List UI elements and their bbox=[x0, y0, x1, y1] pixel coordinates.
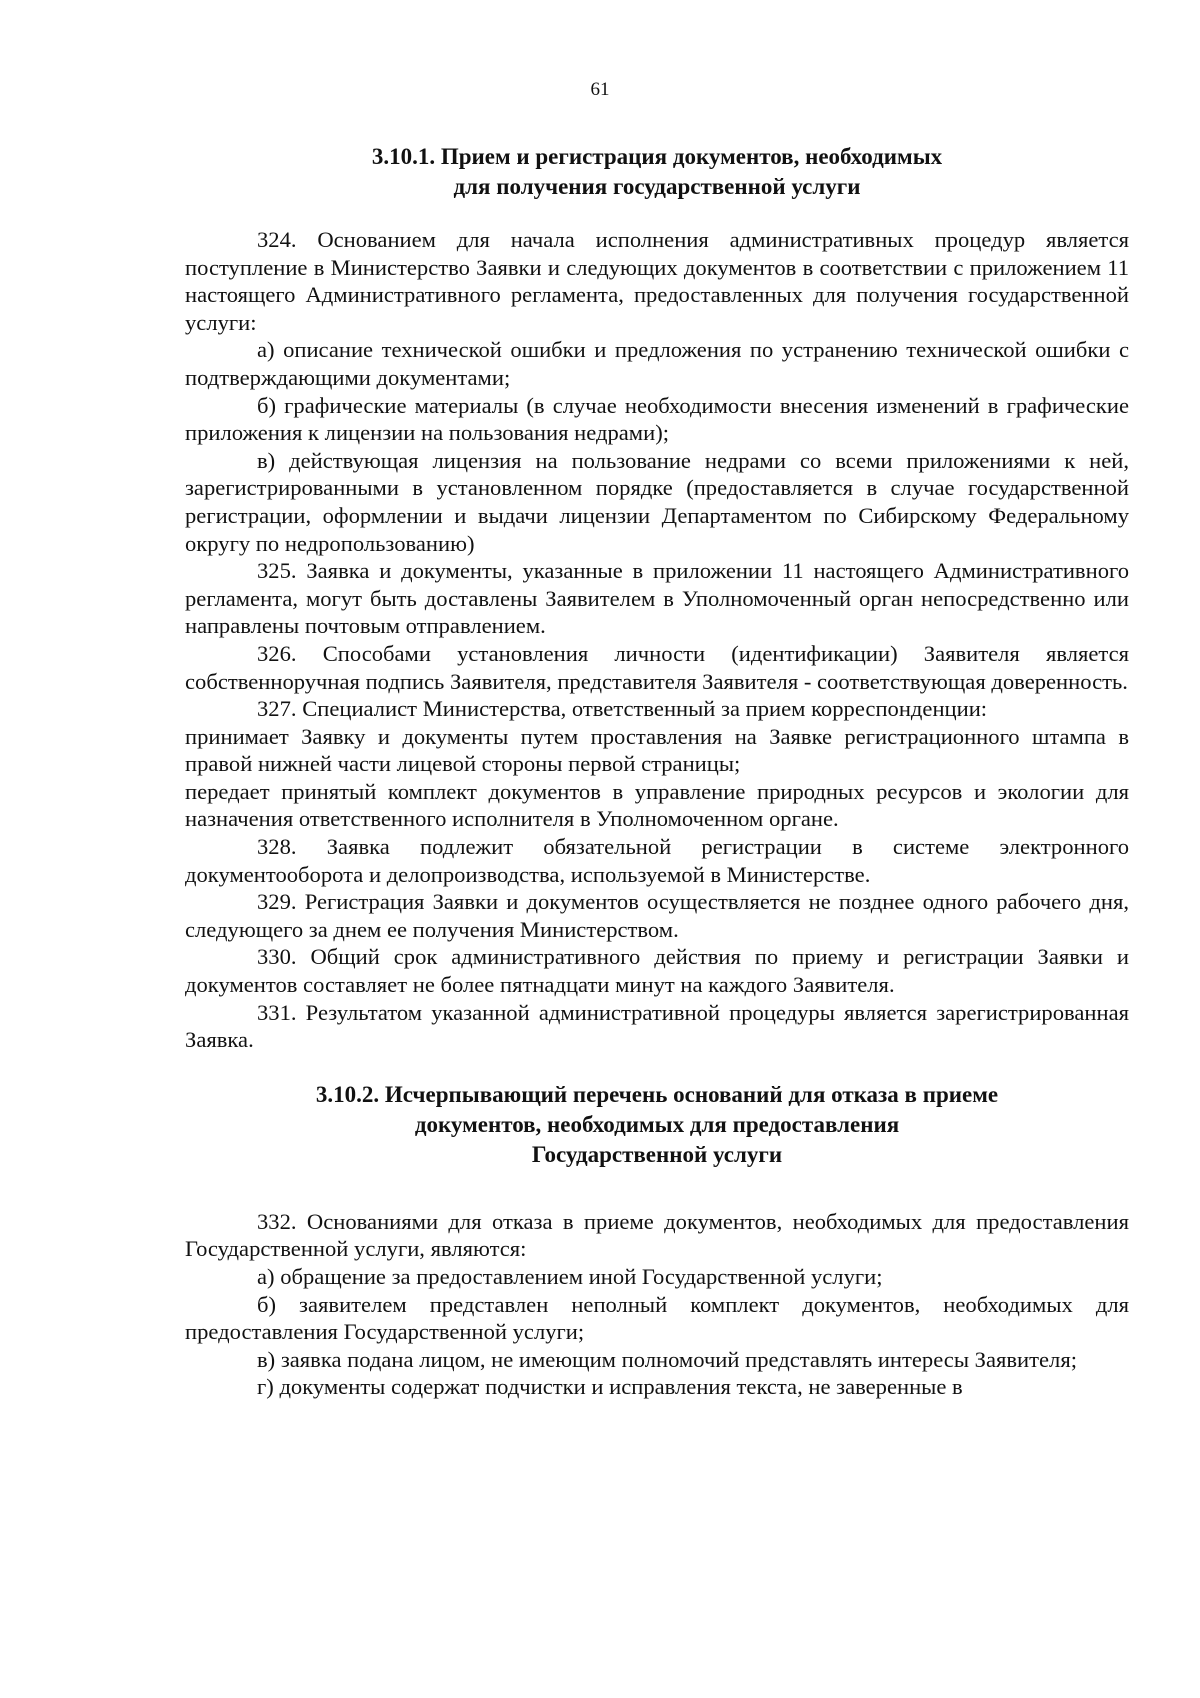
paragraph-325: 325. Заявка и документы, указанные в приложении 11 настоящего Административного регламента, могут быть доставлены Заявителем в Уполномоченный орган непосредственно или направлены почтовым отправлением. bbox=[185, 558, 1129, 639]
list-item-a: а) описание технической ошибки и предложения по устранению технической ошибки с подтверждающими документами; bbox=[185, 337, 1129, 390]
heading-line: документов, необходимых для предоставления bbox=[414, 1111, 900, 1137]
paragraph-324: 324. Основанием для начала исполнения административных процедур является поступление в Министерство Заявки и следующих документов в соответствии с приложением 11 настоящего Административного регламента, предоставленных для получения государственной услуги: bbox=[185, 227, 1129, 335]
paragraph-330: 330. Общий срок административного действия по приему и регистрации Заявки и документов составляет не более пятнадцати минут на каждого Заявителя. bbox=[185, 944, 1129, 998]
heading-line: Государственной услуги bbox=[531, 1141, 783, 1167]
list-item-b: б) заявителем представлен неполный комплект документов, необходимых для предоставления Государственной услуги; bbox=[185, 1291, 1129, 1345]
list-item-b: б) графические материалы (в случае необходимости внесения изменений в графические приложения к лицензии на пользования недрами); bbox=[185, 392, 1129, 446]
heading-line: 3.10.1. Прием и регистрация документов, необходимых bbox=[371, 144, 943, 169]
paragraph-331: 331. Результатом указанной административной процедуры является зарегистрированная Заявка. bbox=[185, 999, 1129, 1053]
heading-line: для получения государственной услуги bbox=[453, 174, 861, 199]
paragraph-332: 332. Основаниями для отказа в приеме документов, необходимых для предоставления Государственной услуги, являются: bbox=[185, 1208, 1129, 1262]
list-item-g: г) документы содержат подчистки и исправления текста, не заверенные в bbox=[257, 1374, 963, 1400]
page-number: 61 bbox=[590, 79, 610, 100]
paragraph-327-item: принимает Заявку и документы путем проставления на Заявке регистрационного штампа в правой нижней части лицевой стороны первой страницы; bbox=[185, 723, 1129, 777]
paragraph-327: 327. Специалист Министерства, ответственный за прием корреспонденции: bbox=[257, 696, 988, 722]
document-body bbox=[185, 142, 1129, 1401]
paragraph-326: 326. Способами установления личности (идентификации) Заявителя является собственноручная подпись Заявителя, представителя Заявителя - соответствующая доверенность. bbox=[185, 640, 1129, 694]
paragraph-327-item: передает принятый комплект документов в управление природных ресурсов и экологии для назначения ответственного исполнителя в Уполномоченном органе. bbox=[185, 778, 1129, 832]
heading-line: 3.10.2. Исчерпывающий перечень оснований для отказа в приеме bbox=[315, 1081, 999, 1107]
list-item-a: а) обращение за предоставлением иной Государственной услуги; bbox=[257, 1264, 883, 1289]
section-heading-3-10-2 bbox=[185, 1080, 1129, 1170]
list-item-v: в) действующая лицензия на пользование недрами со всеми приложениями к ней, зарегистрированными в установленном порядке (предоставляется в случае государственной регистрации, оформлении и выдачи лицензии Департаментом по Сибирскому Федеральному округу по недропользованию) bbox=[185, 447, 1129, 556]
section-heading-3-10-1 bbox=[185, 142, 1129, 202]
paragraph-328: 328. Заявка подлежит обязательной регистрации в системе электронного документооборота и делопроизводства, используемой в Министерстве. bbox=[185, 834, 1129, 887]
paragraph-329: 329. Регистрация Заявки и документов осуществляется не позднее одного рабочего дня, следующего за днем ее получения Министерством. bbox=[185, 889, 1129, 942]
list-item-v: в) заявка подана лицом, не имеющим полномочий представлять интересы Заявителя; bbox=[257, 1346, 1077, 1372]
